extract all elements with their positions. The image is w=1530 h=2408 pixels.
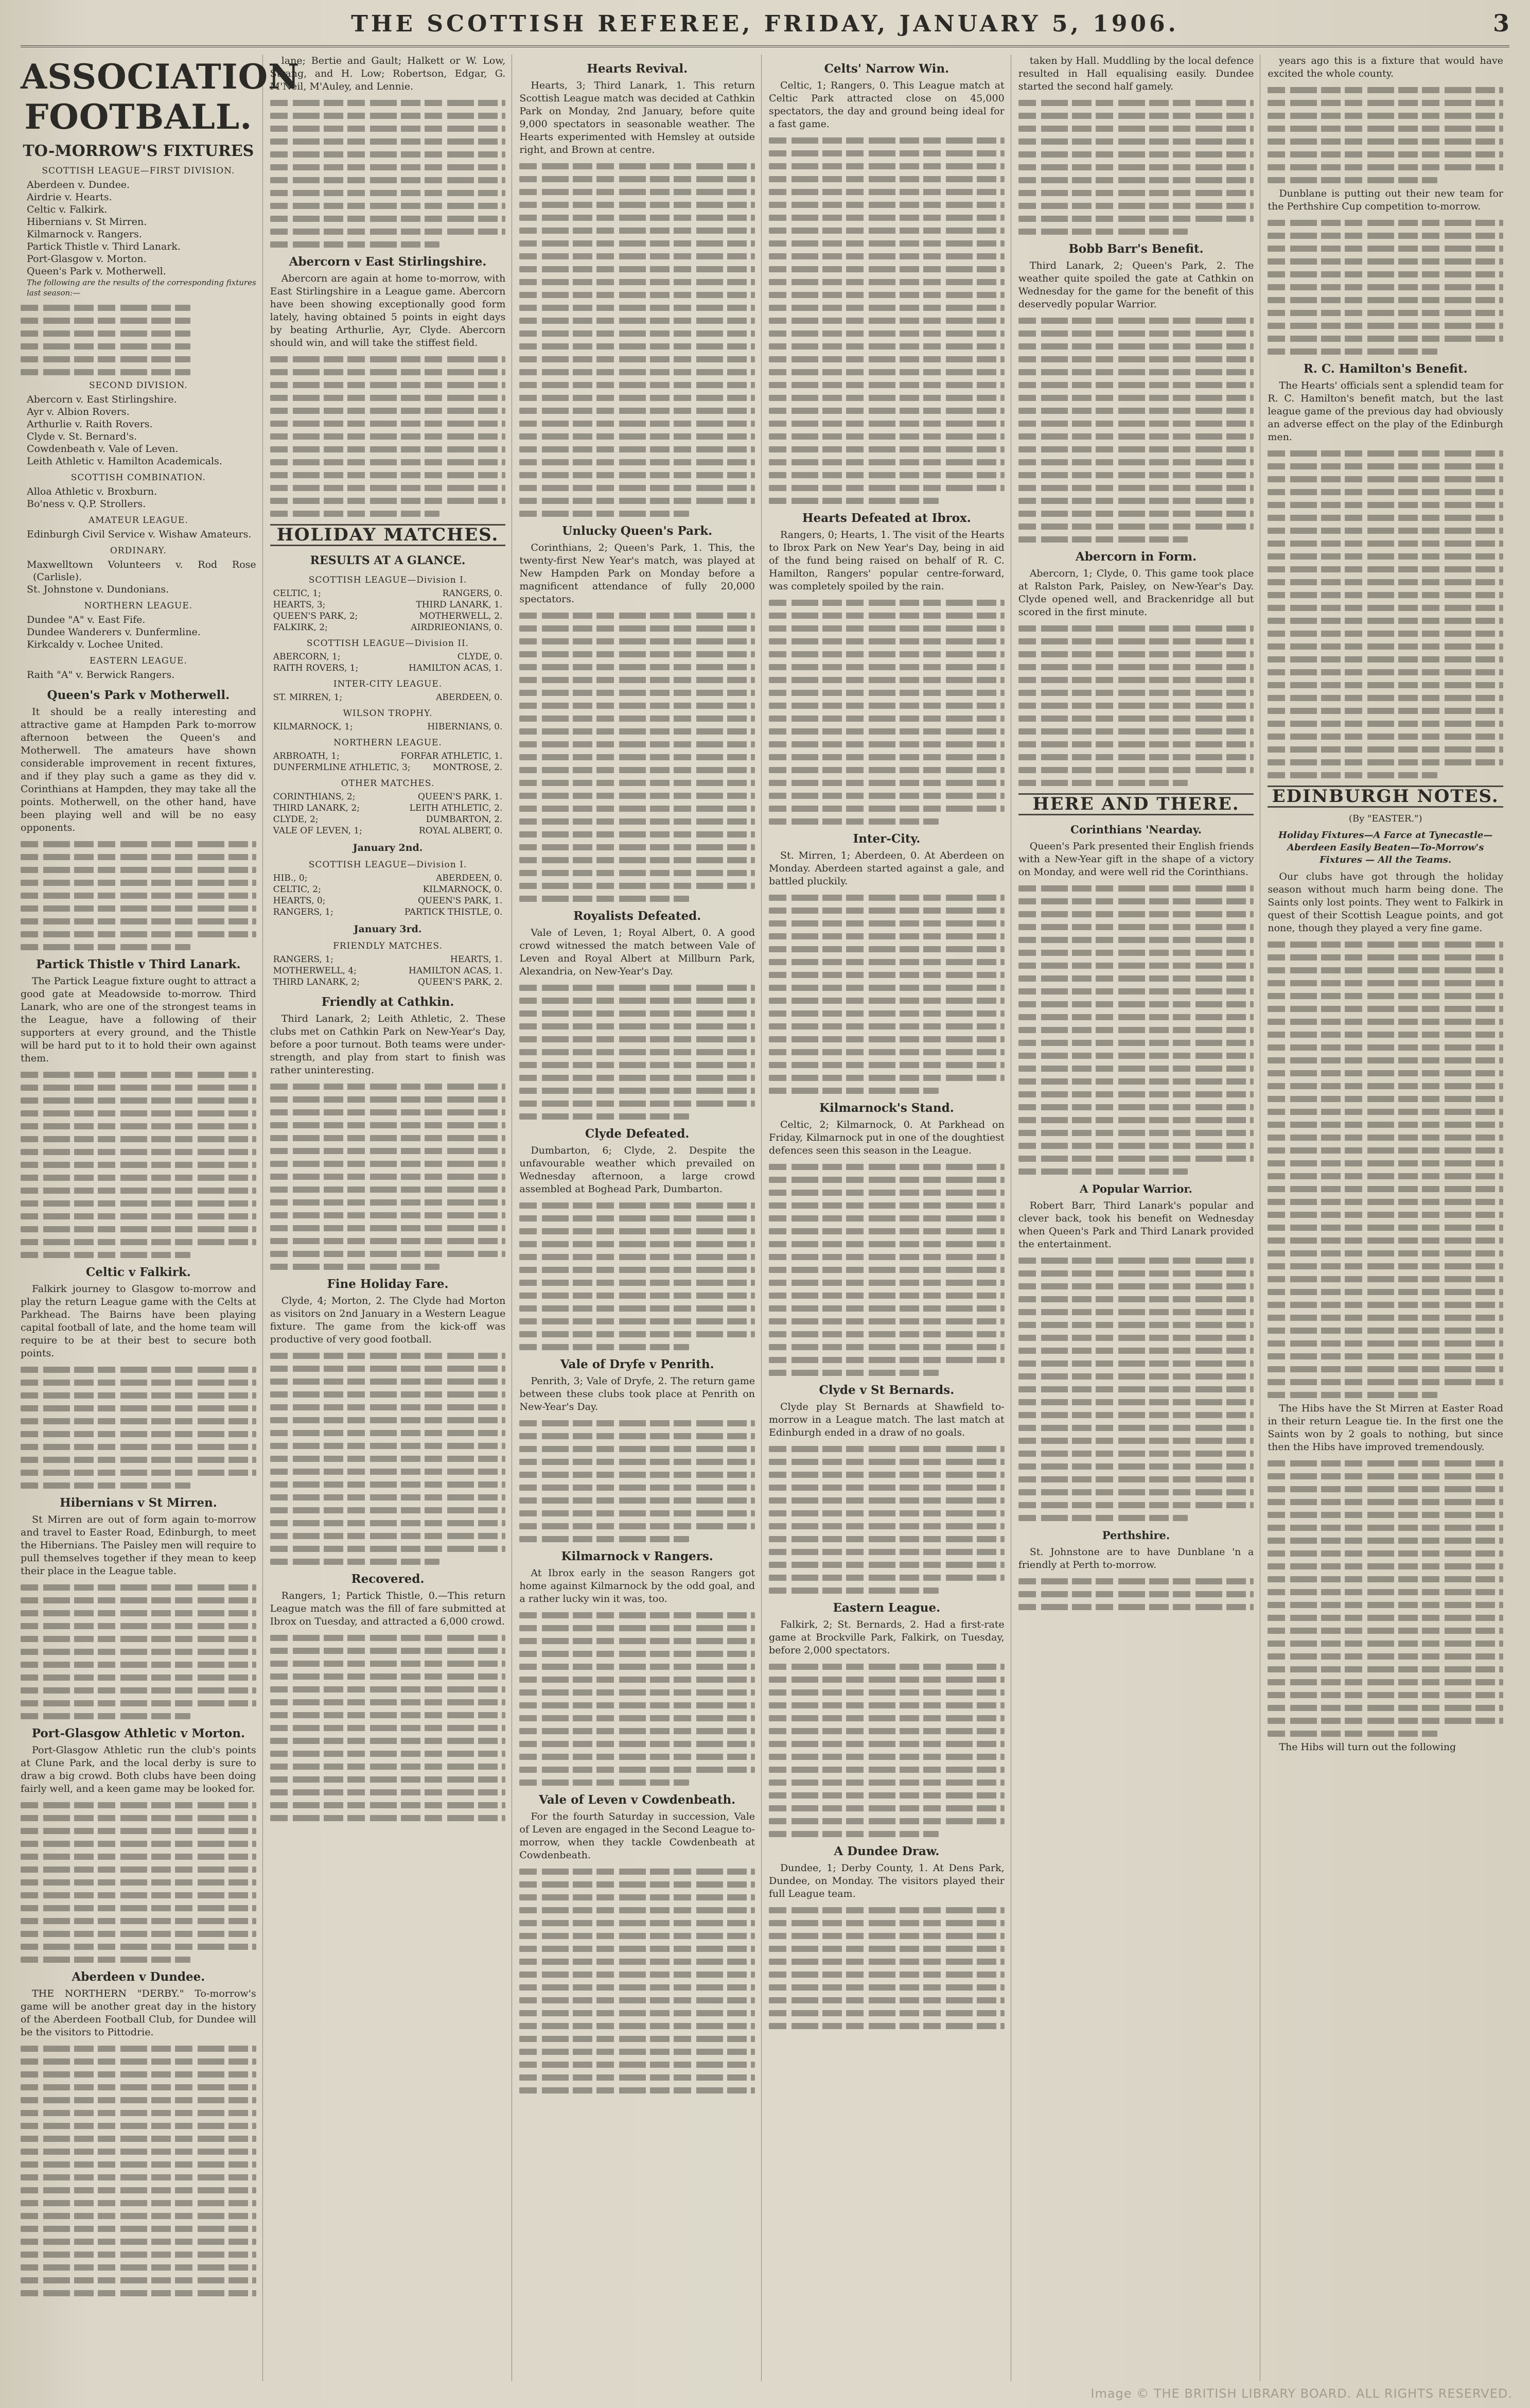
- league-heading: INTER-CITY LEAGUE.: [333, 679, 443, 689]
- text-block: [270, 1635, 506, 1821]
- league-heading: SCOTTISH LEAGUE—Division II.: [306, 638, 469, 649]
- league-heading: ORDINARY.: [110, 546, 167, 556]
- columns: [21, 55, 1509, 2381]
- article-paragraph: St. Mirren, 1; Aberdeen, 0. At Aberdeen on Monday. Aberdeen started against a gale, and battled pluckily.: [769, 850, 1005, 887]
- fixture-item: Raith "A" v. Berwick Rangers.: [27, 669, 175, 680]
- article-paragraph: Our clubs have got through the holiday season without much harm being done. The Saints only lost points. They went to Falkirk in quest of their Scottish League points, and got none, though they played a very fine game.: [1268, 871, 1504, 934]
- article-paragraph: Third Lanark, 2; Queen's Park, 2. The weather quite spoiled the gate at Cathkin on Wednesday for the game for the benefit of this deservedly popular Warrior.: [1018, 260, 1254, 310]
- result-row: ARBROATH, 1; FORFAR ATHLETIC, 1.: [273, 751, 503, 761]
- text-block: [21, 305, 256, 375]
- text-block: [1018, 885, 1254, 1175]
- fixture-item: Partick Thistle v. Third Lanark.: [27, 241, 181, 252]
- results-date: January 2nd.: [353, 842, 423, 853]
- article-paragraph: It should be a really interesting and attractive game at Hampden Park to-morrow afternoon between the Queen's and Motherwell. The amateurs have shown considerable improvement in recent fixtures, and if they play such a game as they did v. Corinthians at Hampden, they may take all the points. Motherwell, on the other hand, have been playing well and will be no easy opponents.: [21, 706, 256, 833]
- league-heading: WILSON TROPHY.: [343, 708, 433, 719]
- article-heading: Kilmarnock v Rangers.: [561, 1549, 713, 1563]
- text-block: [769, 1664, 1005, 1837]
- article-heading: Hearts Defeated at Ibrox.: [802, 511, 971, 525]
- text-block: [769, 1164, 1005, 1376]
- article-paragraph: Dumbarton, 6; Clyde, 2. Despite the unfavourable weather which prevailed on Wednesday afternoon, a large crowd assembled at Boghead Park, Dumbarton.: [519, 1145, 755, 1195]
- text-block: [519, 985, 755, 1120]
- article-heading: Royalists Defeated.: [573, 909, 701, 923]
- fixture-item: Port-Glasgow v. Morton.: [27, 253, 147, 265]
- article-heading: Aberdeen v Dundee.: [72, 1970, 205, 1984]
- article-paragraph: lane; Bertie and Gault; Halkett or W. Low, Strang, and H. Low; Robertson, Edgar, G. M'Neil, M'Auley, and Lennie.: [270, 55, 506, 92]
- fixture-item: Hibernians v. St Mirren.: [27, 216, 147, 228]
- text-block: [21, 1584, 256, 1719]
- article-heading: Fine Holiday Fare.: [327, 1277, 449, 1291]
- page-number: 3: [1492, 9, 1509, 37]
- article-heading: Kilmarnock's Stand.: [819, 1101, 954, 1115]
- article-heading: A Dundee Draw.: [834, 1844, 940, 1858]
- result-row: THIRD LANARK, 2; LEITH ATHLETIC, 2.: [273, 803, 503, 813]
- result-row: THIRD LANARK, 2; QUEEN'S PARK, 2.: [273, 977, 503, 987]
- fixture-item: Kirkcaldy v. Lochee United.: [27, 639, 164, 650]
- article-deck: Holiday Fixtures—A Farce at Tynecastle—Aberdeen Easily Beaten—To-Morrow's Fixtures — All the Teams.: [1278, 830, 1493, 865]
- text-block: [1018, 318, 1254, 543]
- text-block: [1018, 100, 1254, 235]
- league-heading: NORTHERN LEAGUE.: [84, 601, 193, 611]
- result-row: HEARTS, 0; QUEEN'S PARK, 1.: [273, 896, 503, 906]
- article-paragraph: Celtic, 1; Rangers, 0. This League match at Celtic Park attracted close on 45,000 spectators, the day and ground being ideal for a fast game.: [769, 80, 1005, 130]
- result-row: RANGERS, 1; HEARTS, 1.: [273, 954, 503, 965]
- fixture-item: Kilmarnock v. Rangers.: [27, 229, 142, 240]
- result-row: HIB., 0; ABERDEEN, 0.: [273, 873, 503, 883]
- article-paragraph: St Mirren are out of form again to-morrow and travel to Easter Road, Edinburgh, to meet the Hibernians. The Paisley men will require to pull themselves together if they mean to keep their place in the League table.: [21, 1514, 256, 1577]
- result-row: CELTIC, 1; RANGERS, 0.: [273, 588, 503, 599]
- fixtures-heading: TO-MORROW'S FIXTURES: [23, 142, 254, 160]
- text-block: [519, 1869, 755, 2093]
- result-row: CLYDE, 2; DUMBARTON, 2.: [273, 814, 503, 825]
- article-paragraph: Corinthians, 2; Queen's Park, 1. This, the twenty-first New Year's match, was played at New Hampden Park on Monday before a magnificent attendance of fully 20,000 spectators.: [519, 542, 755, 605]
- fixture-item: Dundee Wanderers v. Dunfermline.: [27, 626, 201, 638]
- column-3: [519, 55, 762, 2381]
- article-paragraph: Hearts, 3; Third Lanark, 1. This return Scottish League match was decided at Cathkin Park on Monday, 2nd January, before quite 9,000 spectators in seasonable weather. The Hearts experimented with Hemsley at outside right, and Brown at centre.: [519, 80, 755, 155]
- league-heading: SCOTTISH LEAGUE—Division I.: [308, 575, 467, 585]
- fixture-item: Clyde v. St. Bernard's.: [27, 431, 137, 442]
- text-block: [1018, 625, 1254, 786]
- article-heading: Unlucky Queen's Park.: [562, 524, 713, 538]
- masthead: [21, 9, 1509, 47]
- article-heading: Corinthians 'Nearday.: [1070, 823, 1202, 836]
- article-paragraph: Abercorn, 1; Clyde, 0. This game took place at Ralston Park, Paisley, on New-Year's Day. Clyde opened well, and Brackenridge all but scored in the first minute.: [1018, 568, 1254, 618]
- text-block: [1018, 1578, 1254, 1610]
- result-row: HEARTS, 3; THIRD LANARK, 1.: [273, 600, 503, 610]
- article-heading: Friendly at Cathkin.: [321, 995, 454, 1009]
- article-heading: R. C. Hamilton's Benefit.: [1303, 362, 1468, 376]
- article-heading: Celts' Narrow Win.: [824, 62, 949, 76]
- text-block: [270, 100, 506, 248]
- fixture-item: Maxwelltown Volunteers v. Rod Rose (Carlisle).: [27, 559, 256, 583]
- article-paragraph: Rangers, 1; Partick Thistle, 0.—This return League match was the fill of fare submitted at Ibrox on Tuesday, and attracted a 6,000 crowd.: [270, 1590, 506, 1627]
- text-block: [519, 163, 755, 517]
- league-heading: NORTHERN LEAGUE.: [333, 738, 442, 748]
- league-heading: OTHER MATCHES.: [341, 778, 435, 789]
- column-6: [1268, 55, 1509, 2381]
- result-row: KILMARNOCK, 1; HIBERNIANS, 0.: [273, 722, 503, 732]
- masthead-title: THE SCOTTISH REFEREE, FRIDAY, JANUARY 5, 1906.: [351, 11, 1179, 37]
- text-block: [519, 1612, 755, 1786]
- result-row: VALE OF LEVEN, 1; ROYAL ALBERT, 0.: [273, 826, 503, 836]
- article-heading: Hibernians v St Mirren.: [59, 1496, 217, 1510]
- text-block: [21, 841, 256, 950]
- article-heading: Clyde v St Bernards.: [819, 1383, 955, 1397]
- article-heading: Partick Thistle v Third Lanark.: [36, 957, 241, 971]
- result-row: DUNFERMLINE ATHLETIC, 3; MONTROSE, 2.: [273, 762, 503, 773]
- article-heading: Vale of Dryfe v Penrith.: [560, 1357, 714, 1371]
- text-block: [769, 1446, 1005, 1594]
- league-heading: EASTERN LEAGUE.: [89, 656, 187, 666]
- result-row: CELTIC, 2; KILMARNOCK, 0.: [273, 884, 503, 895]
- article-heading: Celtic v Falkirk.: [85, 1265, 191, 1279]
- here-and-there-heading: HERE AND THERE.: [1018, 793, 1254, 815]
- fixture-item: Airdrie v. Hearts.: [27, 191, 112, 203]
- fixture-item: Cowdenbeath v. Vale of Leven.: [27, 443, 179, 455]
- league-heading: AMATEUR LEAGUE.: [88, 515, 188, 526]
- article-heading: Hearts Revival.: [587, 62, 688, 76]
- result-row: ABERCORN, 1; CLYDE, 0.: [273, 652, 503, 662]
- text-block: [1268, 220, 1503, 355]
- article-paragraph: Clyde, 4; Morton, 2. The Clyde had Morton as visitors on 2nd January in a Western League fixture. The game from the kick-off was productive of very good football.: [270, 1295, 506, 1345]
- text-block: [1268, 450, 1503, 778]
- fixture-item: Edinburgh Civil Service v. Wishaw Amateurs.: [27, 529, 252, 540]
- image-credit: Image © THE BRITISH LIBRARY BOARD. ALL RIGHTS RESERVED.: [1091, 2386, 1513, 2401]
- league-heading: SCOTTISH LEAGUE—Division I.: [308, 860, 467, 870]
- article-paragraph: Rangers, 0; Hearts, 1. The visit of the Hearts to Ibrox Park on New Year's Day, being in aid of the fund being raised on behalf of R. C. Hamilton, Rangers' popular centre-forward, was completely spoiled by the rain.: [769, 529, 1005, 592]
- text-block: [519, 1420, 755, 1542]
- text-block: [270, 356, 506, 517]
- article-paragraph: Falkirk journey to Glasgow to-morrow and play the return League game with the Celts at Parkhead. The Bairns have been playing capital football of late, and the home team will require to be at their best to secure both points.: [21, 1283, 256, 1359]
- article-paragraph: The Hibs will turn out the following: [1279, 1741, 1456, 1753]
- article-heading: Abercorn in Form.: [1075, 550, 1197, 564]
- article-paragraph: Dunblane is putting out their new team for the Perthshire Cup competition to-morrow.: [1268, 188, 1504, 212]
- column-1: [21, 55, 300, 2381]
- article-heading: A Popular Warrior.: [1080, 1182, 1192, 1195]
- article-heading: Clyde Defeated.: [585, 1127, 690, 1141]
- holiday-matches-heading: HOLIDAY MATCHES.: [270, 524, 506, 546]
- article-paragraph: taken by Hall. Muddling by the local defence resulted in Hall equalising easily. Dundee started the second half gamely.: [1018, 55, 1254, 92]
- article-paragraph: Queen's Park presented their English friends with a New-Year gift in the shape of a victory on Monday, and were well rid the Corinthians.: [1018, 841, 1254, 878]
- edinburgh-notes-heading: EDINBURGH NOTES.: [1268, 786, 1503, 808]
- result-row: RANGERS, 1; PARTICK THISTLE, 0.: [273, 907, 503, 917]
- article-paragraph: Penrith, 3; Vale of Dryfe, 2. The return game between these clubs took place at Penrith on New-Year's Day.: [519, 1375, 755, 1412]
- result-row: CORINTHIANS, 2; QUEEN'S PARK, 1.: [273, 792, 503, 802]
- article-paragraph: Dundee, 1; Derby County, 1. At Dens Park, Dundee, on Monday. The visitors played their full League team.: [769, 1862, 1005, 1899]
- article-heading: Queen's Park v Motherwell.: [47, 688, 230, 702]
- article-paragraph: Abercorn are again at home to-morrow, with East Stirlingshire in a League game. Abercorn have been showing exceptionally good form lately, having obtained 5 points in eight days by beating Arthurlie, Ayr, Clyde. Abercorn should win, and will take the stiffest field.: [270, 273, 506, 348]
- fixture-item: Bo'ness v. Q.P. Strollers.: [27, 498, 146, 510]
- article-paragraph: For the fourth Saturday in succession, Vale of Leven are engaged in the Second League to-morrow, when they tackle Cowdenbeath at Cowdenbeath.: [519, 1811, 755, 1861]
- article-heading: Eastern League.: [833, 1601, 941, 1615]
- league-heading: SECOND DIVISION.: [89, 380, 188, 391]
- text-block: [1268, 941, 1503, 1398]
- fixture-item: Leith Athletic v. Hamilton Academicals.: [27, 456, 222, 467]
- article-paragraph: Falkirk, 2; St. Bernards, 2. Had a first-rate game at Brockville Park, Falkirk, on Tuesday, before 2,000 spectators.: [769, 1619, 1005, 1656]
- fixture-item: Celtic v. Falkirk.: [27, 204, 108, 215]
- article-paragraph: years ago this is a fixture that would have excited the whole county.: [1268, 55, 1504, 79]
- text-block: [519, 1202, 755, 1350]
- fixture-item: Aberdeen v. Dundee.: [27, 179, 130, 190]
- text-block: [769, 600, 1005, 825]
- fixture-item: Arthurlie v. Raith Rovers.: [27, 418, 153, 430]
- column-2: [270, 55, 513, 2381]
- article-paragraph: St. Johnstone are to have Dunblane 'n a friendly at Perth to-morrow.: [1018, 1546, 1254, 1571]
- article-paragraph: The Hibs have the St Mirren at Easter Road in their return League tie. In the first one the Saints won by 2 goals to nothing, but since then the Hibs have improved tremendously.: [1268, 1403, 1504, 1453]
- league-heading: SCOTTISH COMBINATION.: [71, 473, 206, 483]
- column-5: [1018, 55, 1261, 2381]
- text-block: [519, 613, 755, 902]
- result-row: FALKIRK, 2; AIRDRIEONIANS, 0.: [273, 622, 503, 633]
- fixture-item: Queen's Park v. Motherwell.: [27, 266, 166, 277]
- article-paragraph: Vale of Leven, 1; Royal Albert, 0. A good crowd witnessed the match between Vale of Leven and Royal Albert at Millburn Park, Alexandria, on New-Year's Day.: [519, 927, 755, 977]
- fixture-item: Alloa Athletic v. Broxburn.: [27, 486, 157, 497]
- article-heading: Port-Glasgow Athletic v Morton.: [31, 1726, 245, 1740]
- column-4: [769, 55, 1011, 2381]
- text-block: [270, 1084, 506, 1270]
- article-paragraph: At Ibrox early in the season Rangers got home against Kilmarnock by the odd goal, and a rather lucky win it was, too.: [519, 1567, 755, 1604]
- article-paragraph: Clyde play St Bernards at Shawfield to-morrow in a League match. The last match at Edinburgh ended in a draw of no goals.: [769, 1401, 1005, 1438]
- text-block: [21, 1802, 256, 1963]
- article-heading: Vale of Leven v Cowdenbeath.: [539, 1793, 736, 1807]
- result-row: QUEEN'S PARK, 2; MOTHERWELL, 2.: [273, 611, 503, 621]
- article-heading: Perthshire.: [1102, 1529, 1170, 1542]
- text-block: [21, 2046, 256, 2296]
- league-heading: SCOTTISH LEAGUE—FIRST DIVISION.: [42, 166, 235, 176]
- text-block: [1268, 87, 1503, 183]
- results-heading: RESULTS AT A GLANCE.: [310, 554, 466, 567]
- section-title: ASSOCIATION FOOTBALL.: [21, 57, 300, 137]
- fixture-item: Dundee "A" v. East Fife.: [27, 614, 146, 625]
- article-paragraph: Port-Glasgow Athletic run the club's points at Clune Park, and the local derby is sure to draw a big crowd. Both clubs have been doing fairly well, and a keen game may be looked for.: [21, 1744, 256, 1794]
- text-block: [1268, 1460, 1503, 1737]
- text-block: [769, 137, 1005, 504]
- results-date: January 3rd.: [354, 923, 422, 935]
- result-row: RAITH ROVERS, 1; HAMILTON ACAS, 1.: [273, 663, 503, 673]
- article-paragraph: THE NORTHERN "DERBY." To-morrow's game will be another great day in the history of the Aberdeen Football Club, for Dundee will be the visitors to Pittodrie.: [21, 1988, 256, 2038]
- result-row: ST. MIRREN, 1; ABERDEEN, 0.: [273, 692, 503, 703]
- league-heading: FRIENDLY MATCHES.: [333, 941, 443, 951]
- byline: (By "EASTER."): [1348, 813, 1422, 824]
- text-block: [769, 895, 1005, 1094]
- fixture-item: St. Johnstone v. Dundonians.: [27, 584, 169, 595]
- text-block: [21, 1072, 256, 1258]
- article-paragraph: Third Lanark, 2; Leith Athletic, 2. These clubs met on Cathkin Park on New-Year's Day, before a poor turnout. Both teams were under-strength, and play from start to finish was rather uninteresting.: [270, 1013, 506, 1076]
- article-paragraph: Robert Barr, Third Lanark's popular and clever back, took his benefit on Wednesday when Queen's Park and Third Lanark provided the entertainment.: [1018, 1200, 1254, 1250]
- article-heading: Recovered.: [351, 1572, 425, 1586]
- article-paragraph: The Hearts' officials sent a splendid team for R. C. Hamilton's benefit match, but the last league game of the previous day had obviously an adverse effect on the play of the Edinburgh men.: [1268, 380, 1504, 443]
- article-heading: Bobb Barr's Benefit.: [1068, 242, 1204, 256]
- text-block: [21, 1367, 256, 1489]
- text-block: [769, 1907, 1005, 2029]
- text-block: [1018, 1258, 1254, 1521]
- article-heading: Abercorn v East Stirlingshire.: [289, 255, 487, 269]
- article-paragraph: Celtic, 2; Kilmarnock, 0. At Parkhead on Friday, Kilmarnock put in one of the doughtiest defences seen this season in the League.: [769, 1119, 1005, 1156]
- fixture-item: Abercorn v. East Stirlingshire.: [27, 394, 177, 405]
- result-row: MOTHERWELL, 4; HAMILTON ACAS, 1.: [273, 966, 503, 976]
- text-block: [270, 1353, 506, 1565]
- article-heading: Inter-City.: [853, 832, 921, 846]
- fixtures-note: The following are the results of the corresponding fixtures last season:—: [27, 278, 256, 298]
- article-paragraph: The Partick League fixture ought to attract a good gate at Meadowside to-morrow. Third Lanark, who are one of the strongest teams in the League, have a following of their supporters at every ground, and the Thistle will be hard put to it to hold their own against them.: [21, 975, 256, 1064]
- fixture-item: Ayr v. Albion Rovers.: [27, 406, 130, 417]
